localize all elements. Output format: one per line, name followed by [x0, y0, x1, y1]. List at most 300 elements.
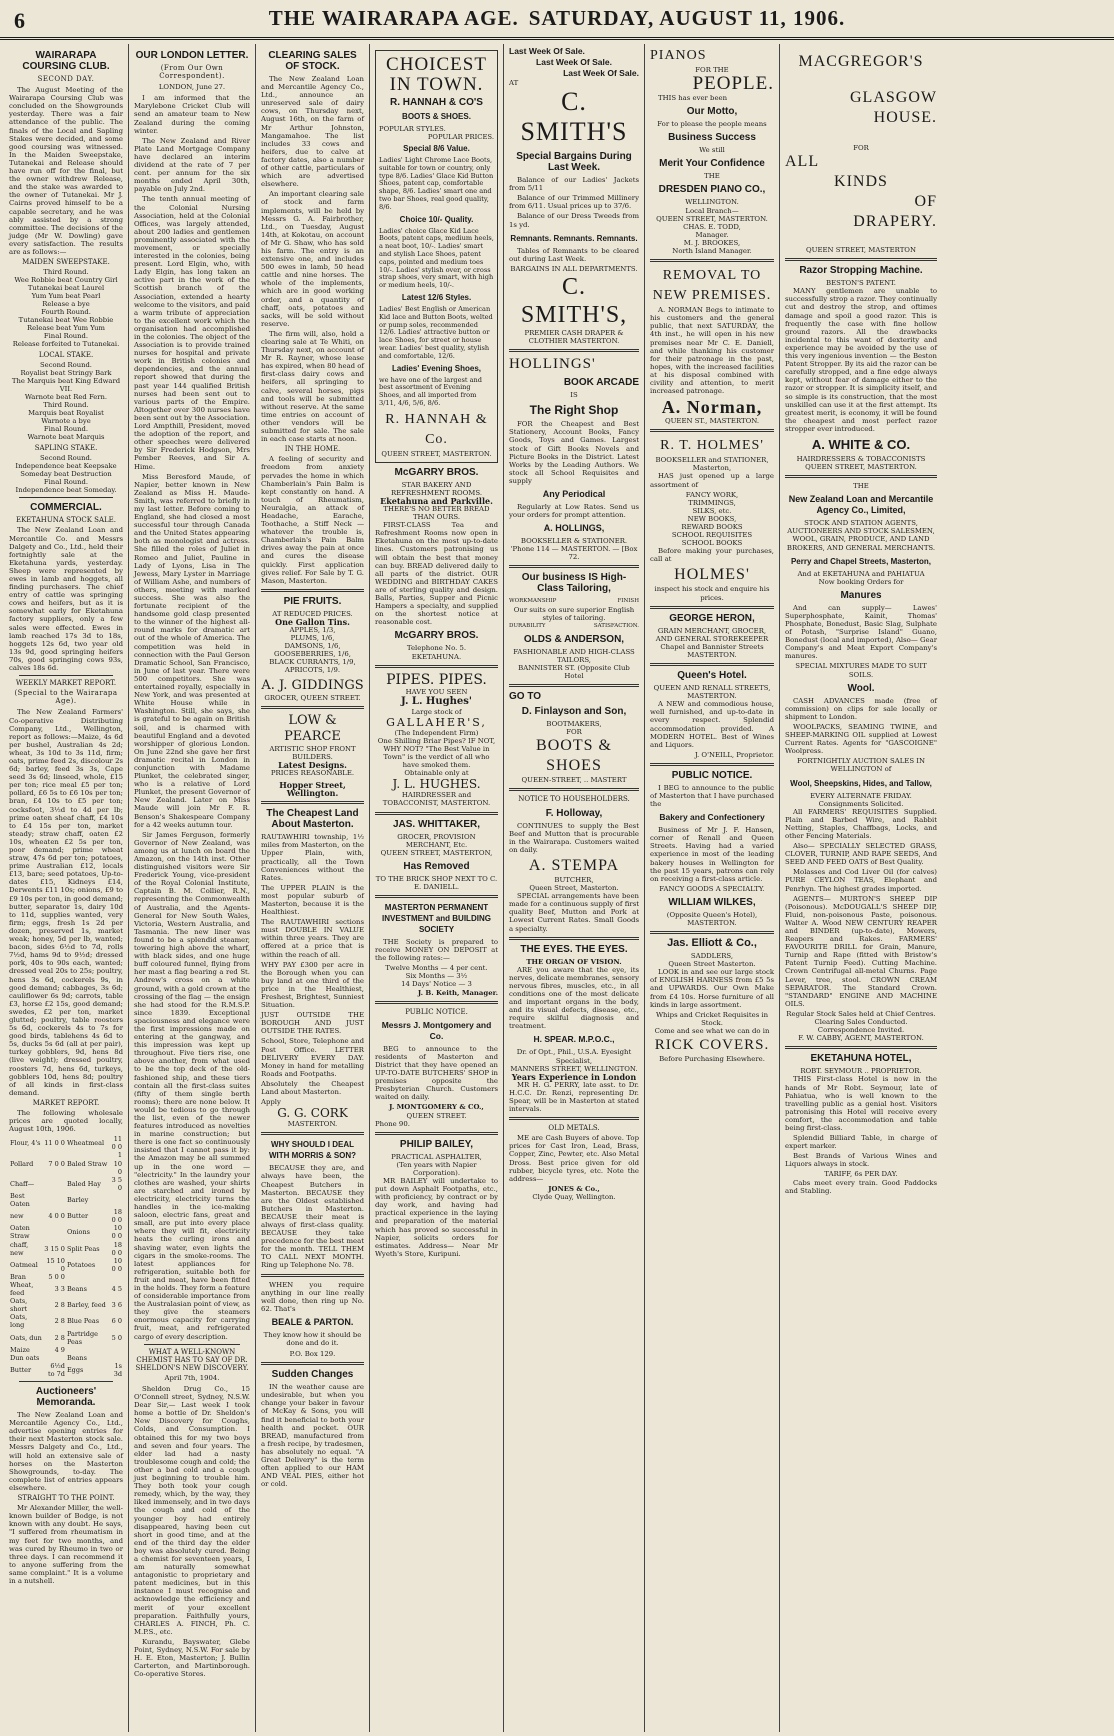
text-line: I BEG to announce to the public of Masterton that I have purchased the — [650, 783, 774, 809]
text-line: Latest 12/6 Styles. — [401, 292, 472, 302]
text-line: The Right Shop — [529, 403, 619, 418]
text-line: Manager. — [695, 230, 729, 239]
market-cell: Eggs — [66, 1365, 84, 1374]
column-7 — [780, 44, 942, 1732]
market-cell: Wheatmeal — [66, 1139, 105, 1148]
olds-anderson-ad — [509, 572, 639, 680]
text-line: FANCY GOODS A SPECIALTY. — [659, 884, 765, 893]
text-line: WHY PAY £300 per acre in the Borough when you can buy land at one third of the price in the Healthiest, Freshest, Brightest, Sunniest Situation. — [261, 960, 364, 1010]
text-line: PRICES REASONABLE. — [270, 768, 355, 777]
text-line: FANCY WORK, — [685, 490, 739, 499]
text-line: BARGAINS IN ALL DEPARTMENTS. — [510, 264, 638, 273]
text-line: HAVE YOU SEEN — [405, 687, 468, 696]
divider — [19, 1381, 113, 1382]
text-line: For to please the people means — [657, 120, 767, 129]
market-row — [9, 1297, 123, 1313]
text-line: Bakery and Confectionery — [659, 812, 765, 823]
smith-ad — [509, 46, 639, 345]
coursing-subhead: SECOND DAY. — [37, 75, 95, 83]
cork-name: G. G. CORK — [277, 1106, 348, 1121]
market-cell: 11 0 0 — [111, 1135, 122, 1152]
market-row — [9, 1273, 123, 1281]
text-line: Someday beat Destruction — [20, 470, 112, 479]
text-line: Ladies' Best English or American Kid lace and Button Boots, welted or pump soles, recommended 12/6. Ladies' attractive button or lace Shoes, for street or house wear. Ladies' best quality, stylish and comfortable, 12/6. — [379, 304, 493, 360]
market-row — [9, 1151, 123, 1175]
clearing-paragraph: The New Zealand Loan and Mercantile Agency Co., Ltd., announce an unreserved sale of dairy cows, on Thursday next, August 16th, on the farm of Mr Arthur Johnston, Mangamahoe. The list includes 33 cows and heifers, due to calve at factory dates, also a number of other cattle, particulars of which are advertised elsewhere. — [261, 75, 364, 189]
nz-loan-ad — [785, 482, 937, 1042]
text-line: Wool, Sheepskins, Hides, and Tallow, — [790, 778, 932, 788]
text-line: Wee Robbie beat Country Girl — [14, 276, 118, 285]
commercial-headline: COMMERCIAL. — [30, 502, 102, 514]
market-cell: Butter — [66, 1212, 89, 1221]
auctioneers-article: The New Zealand Loan and Mercantile Agency Co., Ltd., advertise opening entries for their next Masterton stock sale. Messrs Dalgety and Co., Ltd., will hold an extensive sale of horses on the Masterton Showgrounds, to-day. The complete list of entries appears elsewhere. — [9, 1411, 123, 1492]
text-line: MASTERTON. — [287, 1120, 338, 1129]
text-line: Choice 10/- Quality. — [399, 214, 474, 224]
market-report-heading: MARKET REPORT. — [32, 1098, 100, 1107]
hollings-name: HOLLINGS' — [509, 356, 596, 373]
text-line: FINISH — [617, 598, 639, 605]
text-line: PUBLIC NOTICE. — [405, 1007, 468, 1016]
divider — [261, 1132, 364, 1135]
divider — [375, 1001, 498, 1004]
text-line: Queen Street Masterton. — [668, 960, 756, 969]
market-cell: 3 3 — [54, 1285, 65, 1294]
text-line: Six Months — 3½ — [405, 972, 468, 981]
text-line: AT — [509, 79, 519, 87]
market-cell: Partridge Peas — [66, 1329, 98, 1346]
market-row — [9, 1176, 123, 1192]
london-paragraph: Sir James Ferguson, formerly Governor of New Zealand, was among us at lunch on board the Amazon, on the 14th inst. Other distinguished visitors were Sir Frederick Young, vice-president of the Royal Colonial Institute, Captain B. M. Collier, R.N., representing the Commonwealth of Australia, and the Agents-General for New South Wales, Victoria, Western Australia, and Tasmania. The new liner was found to be a splendid steamer, towering high above the wharf, with black sides, and one huge buff coloured funnel, flying from her mast a flag bearing a red St. Andrew's cross on a white ground, with a gold crown at the crossing of the flag — the ensign she had stood for the R.M.S.P. since 1839. Exceptional spaciousness and elegance were the first impressions made on entering at the gangway, and this impression was kept up throughout. Five tiers rise, one above another, from what used to be the top deck of the old-fashioned ship, and these tiers contain all the first-class suites (fifty of them single berth rooms); there are none below. It would be tedious to go through the list, even of the newer features introduced as novelties in marine construction; but there is one fact so continuously insisted that I cannot pass it by: the Amazon may be all summed up in the one word — "electricity." In the laundry your clothes are washed, your shirts are starched and ironed by electricity, electricity turns the handles in the ice-making saloon, electric fans, great and small, are put into every place where they will fit, electricity heats the curling irons and shaving water, even lights the cigars in the smoke-rooms. The latest appliances for refrigeration, suitable both for fruit and meat, have been fitted in the holds. They form a feature of considerable importance from the Australasian point of view, as they give the steamers enormous capacity for carrying fruit, meat, and refrigerated cargo of every description. — [134, 830, 250, 1341]
london-paragraph: I am informed that the Marylebone Cricket Club will send an amateur team to New Zealand during the coming winter. — [134, 94, 250, 135]
text-line: J. O'NEILL, Proprietor. — [694, 750, 774, 759]
text-line: FIRST-CLASS Tea and Refreshment Rooms now open in Eketahuna on the most up-to-date lines. Customers patronising us will obtain the best that money can buy. BREAD delivered daily to all parts of the district. OUR WEDDING and BIRTHDAY CAKES are of sterling quality and design. Balls, Parties, Supper and Picnic Hampers a specialty, and supplied on the shortest notice at reasonable cost. — [375, 521, 498, 627]
market-cell: Split Peas — [66, 1244, 100, 1253]
text-line: Yum Yum beat Pearl — [31, 292, 101, 301]
divider — [650, 763, 774, 766]
market-cell: Oats, dun — [10, 1333, 42, 1342]
text-line: ARE you aware that the eye, its nerves, delicate membranes, sensory nervous fibres, muscles, etc., in all conditions one of the most delicate and important organs in the body, and its visual defects, disease, etc., require skilful diagnosis and treatment. — [509, 965, 639, 1031]
low-pearce-address: Hopper Street, Wellington. — [279, 780, 346, 799]
macgregor-name: MACGREGOR'S — [798, 53, 924, 70]
market-cell: 2 8 — [54, 1301, 65, 1310]
text-line: C. SMITH'S, — [520, 273, 628, 328]
market-cell: Baled Straw — [66, 1159, 108, 1168]
text-line: WORKMANSHIP — [509, 598, 557, 605]
text-line: ALL — [785, 153, 820, 171]
text-line: J. B. Keith, Manager. — [417, 988, 498, 997]
text-line: BLACK CURRANTS, 1/9, — [269, 658, 356, 667]
nz-loan-name: New Zealand Loan and Mercantile Agency Co., Limited, — [788, 494, 934, 516]
text-line: Independence beat Keepsake — [15, 462, 117, 471]
divider — [785, 1046, 937, 1049]
text-line: A. STEMPA — [528, 856, 620, 874]
market-cell: Beans — [66, 1353, 87, 1362]
text-line: QUEEN ST., MASTERTON. — [664, 417, 760, 426]
whittaker-name: JAS. WHITTAKER, — [392, 818, 481, 830]
market-cell: new — [10, 1212, 24, 1221]
holmes-ad — [650, 436, 774, 601]
text-line: inspect his stock and enquire his prices. — [654, 585, 770, 602]
text-line: CHAS. E. TODD, — [683, 222, 741, 231]
text-line: WOOL, GRAIN, PRODUCE, AND LAND BROKERS, AND GENERAL MERCHANTS. — [786, 535, 936, 552]
market-cell: 11 0 0 — [44, 1139, 65, 1148]
text-line: Has Removed — [403, 860, 470, 872]
text-line: WELLINGTON. — [685, 198, 739, 207]
sapling-results — [9, 454, 123, 494]
divider — [261, 801, 364, 804]
building-society-ad — [375, 902, 498, 997]
text-line: RICK COVERS. — [654, 1037, 770, 1054]
text-line: Before making your purchases, call at — [650, 547, 774, 564]
text-line: Marquis beat Royalist — [28, 409, 104, 418]
text-line: Absolutely the Cheapest Land about Masterton. — [261, 1079, 364, 1097]
razor-ad — [785, 265, 937, 471]
market-cell: 3 6 — [111, 1301, 122, 1310]
market-row — [9, 1362, 123, 1378]
bailey-ad — [375, 1139, 498, 1258]
market-row — [9, 1354, 123, 1362]
text-line: NEW BOOKS, — [687, 514, 737, 523]
text-line: BESTON'S PATENT. — [826, 279, 896, 288]
text-line: AGENTS— MURTON'S SHEEP DIP (Poisonous). McDOUGALL'S SHEEP DIP, Fluid, non-poisonous Paste, poisonous. Walter A. Wood NEW CENTURY REAPER and BINDER (up-to-date), Mowers, Reapers and Rakes. FARMERS' FAVOURITE DRILL for Grain, Manure, Turnip and Rape (fitted with Bristow's Patent Turnip Feed). Cutting Machine. Crown Centrifugal all-metal Churns. Page Lever, tree, stool. CROWN CREAM SEPARATOR. The Standard Crown. "STANDARD" ENGINE AND MACHINE OILS. — [785, 894, 937, 1008]
text-line: Local Branch— — [685, 206, 739, 215]
market-cell: 5 0 — [111, 1333, 122, 1342]
sudden-changes-title: Sudden Changes — [271, 1369, 354, 1381]
text-line: GLASGOW — [850, 89, 937, 106]
text-line: Molasses and Cod Liver Oil (for calves) PURE CEYLON TEAS, Elephant and Penrhyn. The highest grades imported. — [785, 868, 937, 893]
auctioneers-headline: Auctioneers' Memoranda. — [35, 1386, 97, 1409]
divider — [509, 788, 639, 791]
macgregor-ad — [785, 52, 937, 254]
text-line: Queen Street, Masterton. — [529, 884, 619, 893]
divider — [19, 497, 113, 498]
norman-ad — [650, 266, 774, 425]
text-line: R. HANNAH & Co. — [385, 411, 488, 447]
text-line: Latest Designs. — [278, 759, 347, 770]
london-letter-subhead: (From Our Own Correspondent). — [159, 64, 225, 81]
market-cell: 18 0 0 — [111, 1240, 122, 1257]
text-line: QUEEN STREET. — [406, 1111, 467, 1120]
text-line: OLD METALS. — [548, 1124, 600, 1133]
text-line: HAS just opened up a large assortment of — [650, 472, 774, 489]
text-line: FASHIONABLE AND HIGH-CLASS TAILORS, — [513, 647, 635, 664]
low-pearce-name: LOW & PEARCE — [284, 712, 341, 744]
text-line: Business Success — [668, 132, 756, 144]
text-line: KINDS — [834, 173, 888, 191]
text-line: BOOK ARCADE — [563, 377, 639, 389]
text-line: THIS has ever been — [658, 94, 728, 103]
text-line: OF — [914, 193, 937, 211]
market-row — [9, 1224, 123, 1240]
text-line: QUEEN STREET, MASTERTON, — [380, 848, 493, 857]
eyes-title: THE EYES. THE EYES. — [520, 943, 628, 955]
market-cell: Oatmeal — [10, 1260, 38, 1269]
market-cell: 5 0 0 — [48, 1272, 65, 1281]
text-line: JUST OUTSIDE THE BOROUGH AND JUST OUTSIDE THE RATES. — [261, 1011, 364, 1036]
london-dateline: LONDON, June 27. — [158, 83, 226, 92]
text-line: Also— SPECIALLY SELECTED GRASS, CLOVER, TURNIP, AND RAPE SEEDS, And SEED AND FEED OATS of Best Quality. — [785, 842, 937, 867]
public-notice-title: PUBLIC NOTICE. — [671, 769, 753, 781]
text-line: Cabs meet every train. Good Paddocks and Stabling. — [785, 1178, 937, 1195]
text-line: Business of Mr J. F. Hansen, corner of Renall and Queen Streets. Having had a varied experience in most of the leading bakery houses in Wellington for the past 15 years, patrons can rely on receiving a first-class article. — [650, 826, 774, 883]
testimonial-heading: WHAT A WELL-KNOWN CHEMIST HAS TO SAY OF DR. SHELDON'S NEW DISCOVERY. — [135, 1347, 249, 1372]
text-line: A. WHITE & CO. — [811, 436, 911, 452]
text-line: Warnote a bye — [41, 417, 91, 426]
text-line: Perry and Chapel Streets, Masterton, — [790, 556, 932, 566]
text-line: EKETAHUNA. — [411, 652, 462, 661]
finlayson-ad — [509, 691, 639, 784]
text-line: GALLAHER'S, — [386, 715, 487, 729]
divider — [509, 937, 639, 940]
text-line: SPECIAL arrangements have been made for a continuous supply of first quality Beef, Mutton and Pork at Lowest Current Rates. Small Goods a specialty. — [509, 892, 639, 933]
market-cell: Bran — [10, 1272, 26, 1281]
text-line: They know how it should be done and do it. — [263, 1330, 362, 1347]
text-line: Ladies' choice Glace Kid Lace Boots, patent caps, medium heels, a neat boot, 10/-. Ladies' smart and stylish Lace Shoes, patent caps, pointed and medium toes 10/-. Ladies' stylish over, or cross strap shoes, very smart, with high or medium heels, 10/-. — [379, 226, 494, 290]
maiden-heading: MAIDEN SWEEPSTAKE. — [22, 258, 110, 267]
point-article: Mr Alexander Miller, the well-known builder of Bodge, is not known with any doubt. He says, "I suffered from rheumatism in my feet for two months, and was cured by Rheumo in two or three days. I can recommend it to anyone suffering from the same complaint." It is a volume in a nutshell. — [9, 1504, 123, 1585]
market-cell: 10 0 0 — [111, 1224, 122, 1241]
text-line: Before Purchasing Elsewhere. — [659, 1055, 765, 1064]
market-cell: Blue Peas — [66, 1317, 100, 1326]
text-line: Third Round. — [43, 268, 89, 277]
text-line: Regular Stock Sales held at Chief Centres. — [786, 1009, 936, 1018]
divider — [509, 684, 639, 687]
market-cell: Chaff— — [10, 1179, 35, 1188]
text-line: LOOK in and see our large stock of ENGLISH HARNESS from £5 5s and UPWARDS. Our Own Make from £4 10s. Horse furniture of all kinds in large assortment. — [650, 968, 774, 1009]
bailey-name: PHILIP BAILEY, — [399, 1138, 474, 1150]
giddings-address: GROCER, QUEEN STREET. — [264, 693, 361, 702]
text-line: we have one of the largest and best assortment of Evening Shoes, and all imported from 3/11, 4/6, 5/6, 8/6. — [379, 375, 483, 407]
market-row — [9, 1346, 123, 1354]
market-cell: 4 9 — [54, 1345, 65, 1354]
divider — [650, 931, 774, 934]
local-heading: LOCAL STAKE. — [38, 351, 94, 360]
text-line: DURABILITY — [509, 622, 546, 629]
text-line: Obtainable only at — [404, 769, 469, 778]
text-line: (Ten years with Napier Corporation). — [396, 1160, 477, 1177]
text-line: Remnants. Remnants. Remnants. — [510, 233, 638, 243]
text-line: BANNISTER ST. (Opposite Club Hotel — [518, 664, 630, 681]
text-line: MASTERTON. — [687, 650, 737, 659]
divider — [509, 1117, 639, 1120]
text-line: Wool. — [847, 682, 875, 694]
text-line: Eketahuna and Parkville. — [380, 495, 493, 506]
text-line: McGARRY BROS. — [394, 630, 479, 642]
weekly-market-subhead: (Special to the Wairarapa Age). — [14, 689, 118, 706]
text-line: Manures — [840, 589, 882, 601]
eketahuna-hotel-ad — [785, 1053, 937, 1194]
text-line: (The Independent Firm) — [394, 728, 479, 737]
market-cell: Baled Hay — [66, 1179, 101, 1188]
divider — [785, 475, 937, 478]
market-cell — [43, 1192, 66, 1208]
smith-name: C. SMITH'S — [520, 87, 628, 147]
text-line: Tutanekai beat Laurel — [27, 284, 105, 293]
page-columns — [4, 44, 1110, 1732]
giddings-name: A. J. GIDDINGS — [261, 677, 364, 693]
text-line: Telephone No. 5. — [406, 644, 467, 653]
text-line: MR BAILEY will undertake to put down Asphalt Footpaths, etc., with proficiency, by contract or by day work, and having had practical experience in the laying and preparation of the material which has proved so successful in Napier, solicits orders for estimates. Address— Near Mr Wyeth's Store, Kuripuni. — [375, 1176, 498, 1258]
mcgarry-name: McGARRY BROS. — [394, 466, 479, 478]
whittaker-ad — [375, 819, 498, 891]
divider — [650, 259, 774, 262]
queens-hotel-title: Queen's Hotel. — [677, 670, 747, 682]
divider — [375, 665, 498, 668]
text-line: Masterton, — [692, 464, 732, 473]
hannah-name: R. HANNAH & CO'S — [390, 97, 483, 108]
text-line: GOOSEBERRIES, 1/6, — [274, 650, 351, 659]
text-line: SCHOOL REQUISITES — [671, 531, 753, 540]
text-line: Independence beat Someday. — [15, 486, 117, 495]
market-cell: Butter — [10, 1365, 32, 1374]
text-line: Correspondence Invited. — [817, 1026, 905, 1035]
morris-article: BECAUSE they are, and always have been, the Cheapest Butchers in Masterton. BECAUSE they are the Oldest established Butchers in Masterton. BECAUSE their meat is always of first-class quality. BECAUSE they take precedence for the best meat for the month. TELL THEM TO CALL NEXT MONTH. Ring up Telephone No. 78. — [261, 1164, 364, 1270]
text-line: PEOPLE. — [692, 73, 774, 95]
clearing-paragraph: An important clearing sale of stock and farm implements, will be held by Messrs G. A. Fairbrother, Ltd., on Tuesday, August 14th, at Kokotau, on account of Mr G. Shaw, who has sold his farm. The entry is an extensive one, and includes 500 ewes in lamb, 50 head cattle and nine horses. The whole of the implements, which are in good working order, and a quantity of chaff, oats, potatoes and sacks, will be sold without reserve. — [261, 190, 364, 328]
society-title: MASTERTON PERMANENT INVESTMENT and BUILDING SOCIETY — [382, 903, 491, 934]
text-line: Apply — [261, 1098, 281, 1107]
wilkes-ad — [650, 770, 774, 927]
pie-fruits-ad — [261, 596, 364, 702]
text-line: MASTERTON. — [687, 919, 737, 927]
text-line: OLDS & ANDERSON, — [523, 633, 625, 645]
text-line: FORTNIGHTLY AUCTION SALES IN WELLINGTON of — [796, 757, 926, 774]
divider — [375, 1132, 498, 1135]
text-line: THE — [704, 172, 720, 181]
text-line: THERE'S NO BETTER BREAD THAN OURS. — [383, 505, 490, 522]
text-line: Ladies' Evening Shoes, — [391, 363, 482, 373]
land-title: The Cheapest Land About Masterton. — [266, 808, 359, 831]
text-line: J. MONTGOMERY & CO., — [389, 1103, 484, 1112]
text-line: Twelve Months — 4 per cent. — [385, 964, 488, 973]
text-line: H. SPEAR. M.P.O.C., — [533, 1034, 615, 1045]
text-line: POPULAR PRICES. — [427, 133, 494, 141]
text-line: Clearing Sales Conducted. — [814, 1018, 908, 1027]
market-row — [9, 1208, 123, 1224]
text-line: THE ORGAN OF VISION. — [526, 957, 622, 966]
column-4 — [370, 44, 504, 1732]
testimonial-footer: Kurandu, Bayswater, Glebe Point, Sydney, N.S.W. For sale by H. E. Eton, Masterton; J. Bullin Carterton, and Martinborough. Co-operative Stores. — [134, 1637, 250, 1679]
text-line: BOOTS & SHOES. — [402, 112, 471, 121]
market-row — [9, 1281, 123, 1297]
text-line: SATISFACTION. — [593, 622, 639, 629]
market-row — [9, 1313, 123, 1329]
spear-ad — [509, 944, 639, 1114]
text-line: Years Experience in London — [511, 1071, 637, 1082]
text-line: M. J. BROOKES, — [683, 238, 741, 247]
text-line: CONTINUES to supply the Best Beef and Mutton that is procurable in the Wairarapa. Customers waited on daily. — [509, 821, 639, 854]
text-line: IS — [570, 391, 578, 400]
market-cell: Flour, 4's — [10, 1139, 41, 1148]
coursing-article: The August Meeting of the Wairarapa Coursing Club was concluded on the Showgrounds yesterday. There was a fair attendance of the public. The finals of the Local and Sapling Stakes were decided, and some good coursing was witnessed. In the Maiden Sweepstake, Tutanekai and Release should have run off for the final, but the owner withdrew Release, and the stake was awarded to the owner of Tutanekai. Mr J. Cairns proved himself to be a capable secretary, and he was ably assisted by a strong committee. The decisions of the judge (Mr W. Dowling) gave every satisfaction. The results are as follows:— — [9, 86, 123, 256]
eketahuna-hotel-name: EKETAHUNA HOTEL, — [810, 1053, 912, 1065]
text-line: ARTISTIC SHOP FRONT BUILDERS. — [269, 744, 356, 761]
jones-ad — [509, 1124, 639, 1201]
text-line: Ladies' Light Chrome Lace Boots, suitable for town or country, only type 8/6. Ladies' Glace Kid Button Shoes, patent cap, comfortable shape, 8/6. Ladies' smart one and two bar Shoes, real good quality, 8/6. — [379, 156, 494, 211]
text-line: Final Round. — [43, 332, 89, 341]
divider — [261, 1362, 364, 1365]
market-cell: 15 10 0 — [46, 1256, 65, 1273]
holloway-ad — [509, 795, 639, 932]
sapling-heading: SAPLING STAKE. — [34, 444, 98, 453]
text-line: APPLES, 1/3, — [289, 626, 336, 634]
text-line: F. W. CABBY, AGENT, MASTERTON. — [798, 1034, 924, 1043]
divider — [650, 663, 774, 666]
text-line: GROCER, PROVISION MERCHANT, Etc. — [397, 832, 476, 849]
column-5 — [504, 44, 645, 1732]
text-line: MANNERS STREET, WELLINGTON. — [510, 1064, 638, 1073]
text-line: The UPPER PLAIN is the most popular suburb of Masterton, because it is the Healthiest. — [261, 883, 364, 917]
point-heading: STRAIGHT TO THE POINT. — [17, 1494, 115, 1503]
text-line: BOOKSELLER and STATIONER, — [655, 456, 769, 465]
market-cell: Potatoes — [66, 1260, 96, 1269]
text-line: BOOTMAKERS, — [546, 720, 602, 729]
text-line: POPULAR STYLES. — [379, 125, 446, 133]
heron-name: GEORGE HERON, — [669, 612, 755, 624]
market-price-table — [9, 1135, 123, 1378]
divider — [509, 565, 639, 568]
market-cell: 4 0 0 — [48, 1212, 65, 1221]
market-cell: 10 0 0 — [111, 1256, 122, 1273]
divider — [509, 349, 639, 352]
market-cell — [109, 1354, 123, 1362]
market-cell: 1 10 0 — [113, 1151, 122, 1176]
column-3 — [256, 44, 370, 1732]
montgomery-ad — [375, 1008, 498, 1128]
divider — [650, 429, 774, 432]
text-line: ROBT. SEYMOUR .. PROPRIETOR. — [800, 1067, 922, 1076]
pipes-title: PIPES. PIPES. — [386, 671, 487, 688]
text-line: Our Motto, — [686, 106, 738, 118]
hollings-ad — [509, 356, 639, 561]
clearing-sales-headline: CLEARING SALES OF STOCK. — [268, 50, 357, 72]
cheapest-land-ad — [261, 808, 364, 1128]
text-line: THIS First-class Hotel is now in the hands of Mr Robt. Seymour, late of Pahiatua, who is well known to the travelling public as a genial host. Visitors patronising this Hotel will receive every comfort, the accommodation and table being first-class. — [785, 1075, 937, 1132]
market-cell: Oats, long — [10, 1313, 28, 1330]
text-line: One Shilling Briar Pipes? IF NOT, WHY NOT? "The Best Value in Town" is the verdict of all who have smoked them. — [377, 736, 496, 770]
text-line: SPECIAL MIXTURES MADE TO SUIT SOILS. — [795, 662, 927, 679]
text-line: Chapel and Bannister Streets — [660, 642, 764, 651]
maiden-results — [9, 268, 123, 348]
heron-ad — [650, 613, 774, 659]
market-cell: Beans — [66, 1285, 87, 1294]
text-line: 'Phone 114 — MASTERTON. — [Box 72. — [510, 545, 638, 562]
divider — [144, 1344, 240, 1345]
market-cell: Best Oaten — [10, 1191, 30, 1209]
market-cell: Barley — [66, 1195, 89, 1204]
text-line: FOR the Cheapest and Best Stationery, Account Books, Fancy Goods, Toys and Games. Largest stock of Gift Books Novels and Picture Books in the District. Latest Works by the Leading Authors. We stock all School Requisites and supply — [509, 420, 639, 485]
page-number: 6 — [14, 8, 25, 33]
text-line: APRICOTS, 1/9. — [284, 666, 341, 675]
text-line: PRACTICAL ASPHALTER, — [391, 1152, 482, 1161]
text-line: NOTICE TO HOUSEHOLDERS. — [518, 795, 630, 804]
text-line: Clyde Quay, Wellington. — [532, 1192, 616, 1201]
market-cell: Dun oats — [10, 1353, 40, 1362]
text-line: Fourth Round. — [41, 308, 91, 317]
divider — [650, 606, 774, 609]
text-line: SCHOOL BOOKS — [681, 539, 743, 548]
market-cell — [109, 1346, 123, 1354]
market-cell: Wheat, feed — [10, 1280, 34, 1298]
text-line: ME are Cash Buyers of above. Top prices for Cast Iron, Lead, Brass, Copper, Zinc, Pewter, etc. Also Metal Dross. Best price given for old rubber, bicycle tyres, etc. Note the address— — [509, 1134, 639, 1183]
holmes-name: R. T. HOLMES' — [660, 438, 764, 454]
hannah-ad — [375, 50, 498, 463]
text-line: BOOKSELLER & STATIONER. — [520, 537, 628, 546]
beale-name: BEALE & PARTON. — [271, 1316, 354, 1327]
text-line: QUEEN-STREET, .. MASTERT — [521, 776, 627, 785]
text-line: Come and see what we can do in — [654, 1026, 770, 1035]
market-cell: 3 5 0 — [111, 1175, 122, 1192]
